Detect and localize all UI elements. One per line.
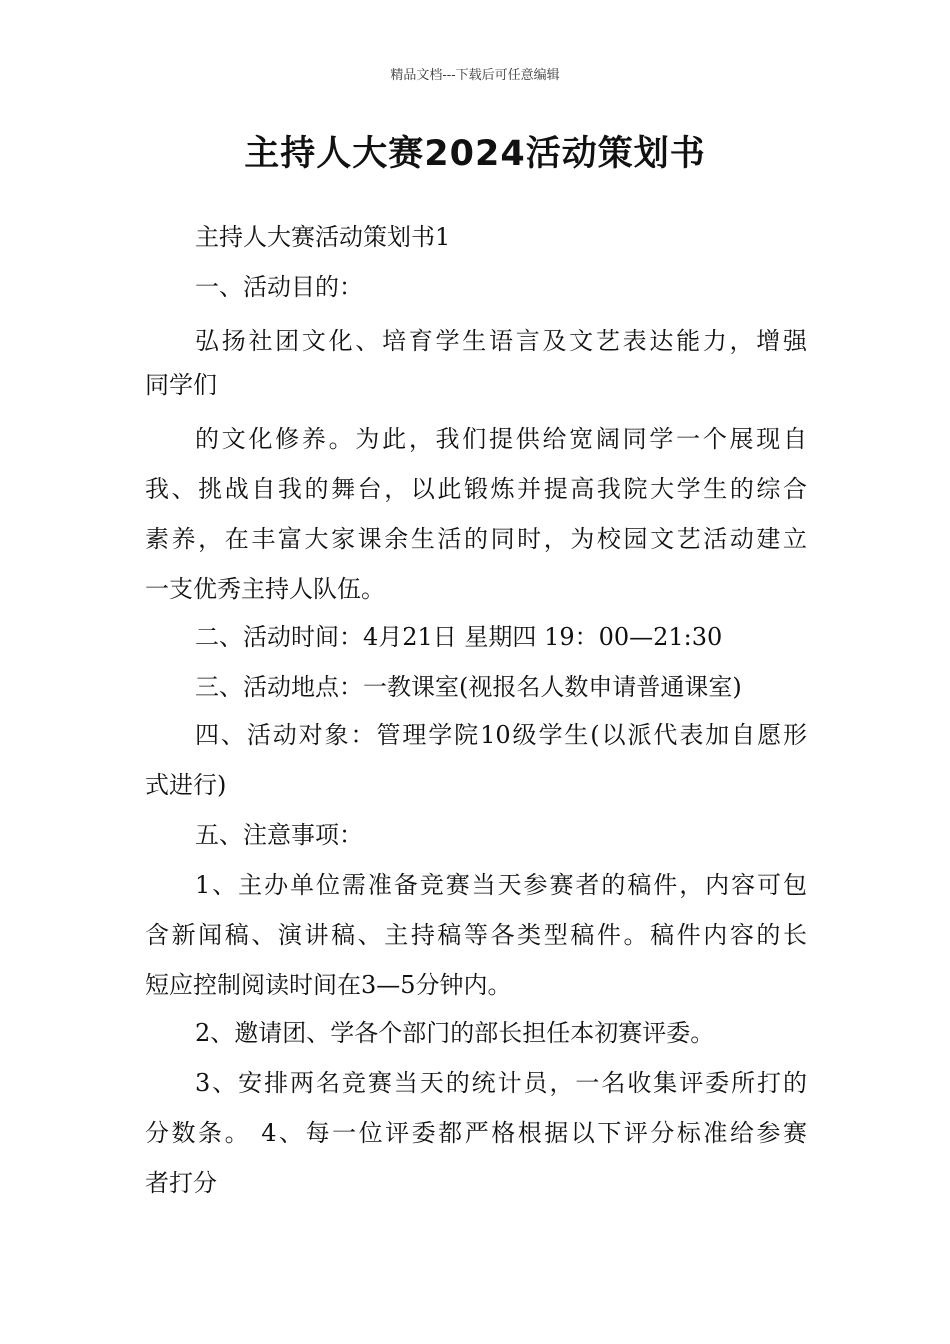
paragraph-line: 者打分 <box>145 1169 217 1197</box>
text-line-block <box>145 1058 807 1108</box>
text-line-block <box>145 662 807 712</box>
paragraph-line: 二、活动时间：4月21日 星期四 19：00—21:30 <box>195 623 723 651</box>
text-line-block <box>145 464 807 514</box>
paragraph-line: 式进行) <box>145 771 227 799</box>
paragraph-line: 四、活动对象：管理学院10级学生(以派代表加自愿形 <box>195 721 807 749</box>
paragraph-line: 2、邀请团、学各个部门的部长担任本初赛评委。 <box>195 1019 715 1047</box>
text-line-block <box>145 612 807 662</box>
paragraph-line: 1、主办单位需准备竞赛当天参赛者的稿件，内容可包 <box>195 871 807 899</box>
header-note: 精品文档---下载后可任意编辑 <box>390 68 560 83</box>
text-line-block <box>145 564 807 614</box>
text-line-block <box>145 316 807 366</box>
text-line-block <box>145 1008 807 1058</box>
paragraph-line: 含新闻稿、演讲稿、主持稿等各类型稿件。稿件内容的长 <box>145 921 807 949</box>
text-line-block <box>145 960 807 1010</box>
text-line-block <box>145 710 807 760</box>
paragraph-line: 一支优秀主持人队伍。 <box>145 575 385 603</box>
text-line-block <box>145 262 807 312</box>
text-line-block <box>145 860 807 910</box>
paragraph-line: 分数条。 4、每一位评委都严格根据以下评分标准给参赛 <box>145 1119 807 1147</box>
document-title: 主持人大赛2024活动策划书 <box>244 134 706 174</box>
paragraph-line: 素养，在丰富大家课余生活的同时，为校园文艺活动建立 <box>145 525 807 553</box>
text-line-block <box>145 910 807 960</box>
text-line-block <box>145 360 807 410</box>
paragraph-line: 一、活动目的： <box>195 273 363 301</box>
paragraph-line: 五、注意事项： <box>195 821 363 849</box>
paragraph-line: 弘扬社团文化、培育学生语言及文艺表达能力，增强 <box>195 327 807 355</box>
paragraph-line: 短应控制阅读时间在3—5分钟内。 <box>145 971 512 999</box>
text-line-block <box>145 514 807 564</box>
text-line-block <box>145 810 807 860</box>
text-line-block <box>145 1108 807 1158</box>
text-line-block <box>145 760 807 810</box>
paragraph-line: 的文化修养。为此，我们提供给宽阔同学一个展现自 <box>195 425 807 453</box>
text-line-block <box>145 212 807 262</box>
paragraph-line: 主持人大赛活动策划书1 <box>195 223 451 251</box>
text-line-block <box>145 1158 807 1208</box>
paragraph-line: 我、挑战自我的舞台，以此锻炼并提高我院大学生的综合 <box>145 475 807 503</box>
paragraph-line: 同学们 <box>145 371 217 399</box>
paragraph-line: 3、安排两名竞赛当天的统计员，一名收集评委所打的 <box>195 1069 807 1097</box>
paragraph-line: 三、活动地点：一教课室(视报名人数申请普通课室) <box>195 673 742 701</box>
text-line-block <box>145 414 807 464</box>
